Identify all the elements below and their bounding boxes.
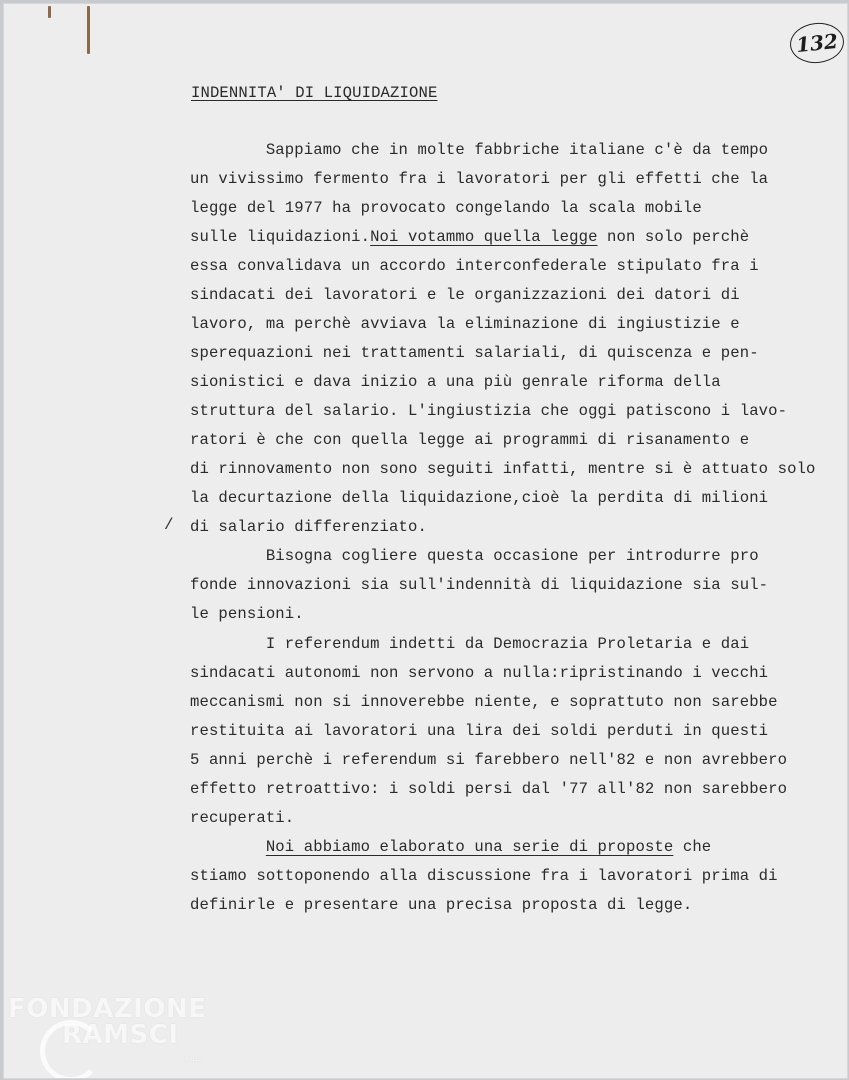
text-line: restituita ai lavoratori una lira dei soldi perduti in questi [190,722,769,740]
staple-mark-right [87,6,90,54]
text-line: Bisogna cogliere questa occasione per introdurre pro [190,547,759,565]
text-line: fonde innovazioni sia sull'indennità di liquidazione sia sul- [190,576,769,594]
text-line: 5 anni perchè i referendum si farebbero nell'82 e non avrebbero [190,751,788,769]
text-line: essa convalidava un accordo interconfederale stipulato fra i [190,257,759,275]
text-line: le pensioni. [190,605,304,623]
text-line [190,227,749,247]
watermark-line-3: onlus [180,1054,202,1063]
margin-annotation: / [164,516,174,534]
text-line: effetto retroattivo: i soldi persi dal '77 all'82 non sarebbero [190,780,788,798]
document-title: INDENNITA' DI LIQUIDAZIONE [191,84,438,102]
text-line: I referendum indetti da Democrazia Proletaria e dai [190,635,750,653]
text-run: non solo perchè [597,228,750,246]
text-line: di salario differenziato. [190,518,427,536]
text-line: sperequazioni nei trattamenti salariali, di quiscenza e pen- [190,344,759,362]
watermark-line-2: RAMSCI [62,1020,179,1050]
text-line: di rinnovamento non sono seguiti infatti, mentre si è attuato solo [190,460,816,478]
watermark-line-1: FONDAZIONE [8,994,207,1024]
watermark-g-logo-icon [40,1020,102,1079]
text-line: stiamo sottoponendo alla discussione fra i lavoratori prima di [190,867,778,885]
text-line: meccanismi non si innoverebbe niente, e soprattuto non sarebbe [190,693,778,711]
text-line [190,837,711,857]
text-line: sindacati autonomi non servono a nulla:ripristinando i vecchi [190,664,769,682]
text-line: recuperati. [190,809,295,827]
text-line: legge del 1977 ha provocato congelando la scala mobile [190,199,702,217]
text-line: un vivissimo fermento fra i lavoratori per gli effetti che la [190,170,769,188]
text-indent [190,838,266,856]
text-line: la decurtazione della liquidazione,cioè la perdita di milioni [190,489,769,507]
underlined-phrase: Noi votammo quella legge [370,228,598,246]
text-line: sindacati dei lavoratori e le organizzazioni dei datori di [190,286,740,304]
text-run: che [673,838,712,856]
text-line: sionistici e dava inizio a una più genrale riforma della [190,373,721,391]
text-line: lavoro, ma perchè avviava la eliminazione di ingiustizie e [190,315,740,333]
staple-mark-left [48,6,51,18]
text-line: Sappiamo che in molte fabbriche italiane c'è da tempo [190,141,769,159]
document-page [3,3,848,1079]
text-run: sulle liquidazioni. [190,228,371,246]
fondazione-gramsci-watermark [8,994,207,1063]
text-line: struttura del salario. L'ingiustizia che oggi patiscono i lavo- [190,402,788,420]
text-line: definirle e presentare una precisa proposta di legge. [190,896,693,914]
page-number-stamp: 132 [788,20,846,65]
text-line: ratori è che con quella legge ai programmi di risanamento e [190,431,750,449]
underlined-phrase: Noi abbiamo elaborato una serie di proposte [265,838,674,856]
